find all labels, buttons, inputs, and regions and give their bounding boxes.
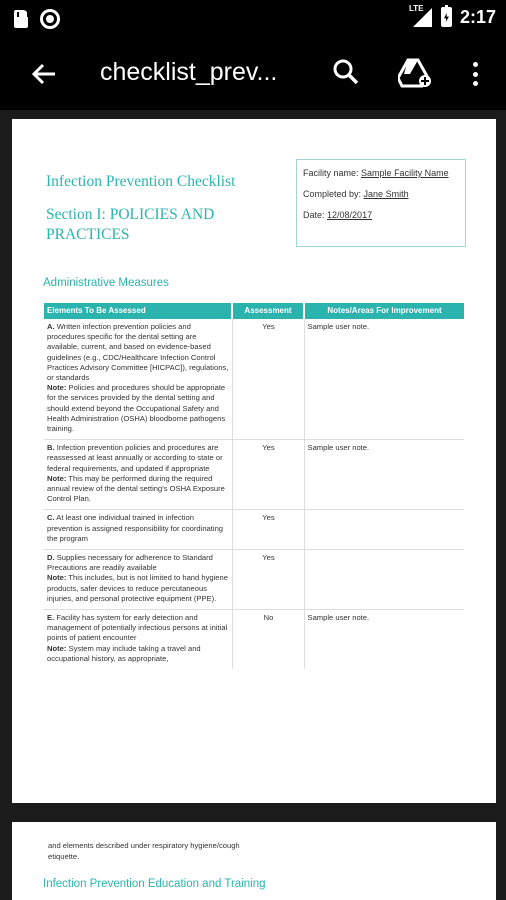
table-row	[44, 319, 464, 440]
app-bar	[0, 38, 506, 110]
assessment-cell: Yes	[232, 510, 304, 550]
status-bar	[0, 0, 506, 38]
facility-info-box	[296, 159, 466, 247]
column-header: Assessment	[232, 303, 304, 319]
search-button[interactable]	[332, 58, 364, 90]
element-cell: E. Facility has system for early detection and management of potentially infectious persons at initial points of patient encounter Note: System may include taking a travel and occupational history, as appropriate,	[47, 613, 228, 663]
network-label: LTE	[408, 4, 424, 13]
more-options-button[interactable]	[464, 58, 486, 90]
table-header-row	[44, 303, 464, 319]
notes-cell	[304, 550, 464, 610]
checklist-title: Infection Prevention Checklist	[46, 173, 236, 190]
table-row	[44, 610, 464, 670]
notes-cell: Sample user note.	[304, 319, 464, 440]
table-row	[44, 440, 464, 510]
section-title: Section I: POLICIES AND PRACTICES	[46, 206, 215, 243]
assessment-cell: Yes	[232, 319, 304, 440]
element-cell: A. Written infection prevention policies and procedures specific for the dental setting are available, current, and based on evidence-based guidelines (e.g., CDC/Healthcare Infection Control Practices Advisory Committee [HICPAC]), regulations, or standards Note: Policies and procedures should be appropriate for the services provided by the dental setting and should extend beyond the Occupational Safety and Health Administration (OSHA) bloodborne pathogens training.	[44, 319, 232, 440]
completed-by-line: Completed by: Jane Smith	[303, 189, 409, 199]
facility-name-value: Sample Facility Name	[361, 168, 449, 178]
pdf-viewer[interactable]	[0, 110, 506, 900]
completed-by-value: Jane Smith	[363, 189, 409, 199]
add-to-drive-button[interactable]	[398, 58, 434, 90]
drive-add-icon	[398, 58, 432, 88]
notes-cell: Sample user note.	[304, 610, 464, 670]
date-value: 12/08/2017	[327, 210, 373, 220]
search-icon	[332, 58, 360, 86]
notes-cell	[304, 510, 464, 550]
pdf-page-1	[12, 119, 496, 803]
continued-text: and elements described under respiratory hygiene/cough etiquette.	[48, 841, 240, 861]
notes-cell: Sample user note.	[304, 440, 464, 510]
administrative-measures-heading: Administrative Measures	[43, 277, 169, 289]
back-button[interactable]	[26, 58, 62, 90]
date-line: Date: 12/08/2017	[303, 210, 373, 220]
sd-card-icon	[14, 10, 28, 28]
pdf-page-2	[12, 822, 496, 900]
element-cell: C. At least one individual trained in infection prevention is assigned responsibility for coordinating the program	[44, 510, 232, 550]
element-cell: B. Infection prevention policies and procedures are reassessed at least annually or according to state or federal requirements, and updated if appropriate Note: This may be performed during the required annual review of the dental setting's OSHA Exposure Control Plan.	[44, 440, 232, 510]
assessment-cell: Yes	[232, 440, 304, 510]
screen-record-icon	[40, 9, 60, 29]
lte-signal-icon	[408, 4, 433, 28]
facility-name-line: Facility name: Sample Facility Name	[303, 168, 449, 178]
column-header: Notes/Areas For Improvement	[304, 303, 464, 319]
column-header: Elements To Be Assessed	[44, 303, 232, 319]
assessment-cell: No	[232, 610, 304, 670]
education-training-heading: Infection Prevention Education and Training	[43, 878, 266, 890]
checklist-table	[44, 303, 464, 669]
clock: 2:17	[459, 6, 496, 27]
battery-charging-icon	[441, 7, 452, 27]
more-vert-icon	[473, 62, 478, 67]
table-row	[44, 550, 464, 610]
element-cell: D. Supplies necessary for adherence to Standard Precautions are readily available Note: This includes, but is not limited to hand hygiene products, safer devices to reduce percutaneous injuries, and personal protective equipment (PPE).	[44, 550, 232, 610]
back-arrow-icon	[31, 63, 57, 85]
document-title: checklist_prev...	[100, 58, 278, 86]
assessment-cell: Yes	[232, 550, 304, 610]
table-row	[44, 510, 464, 550]
